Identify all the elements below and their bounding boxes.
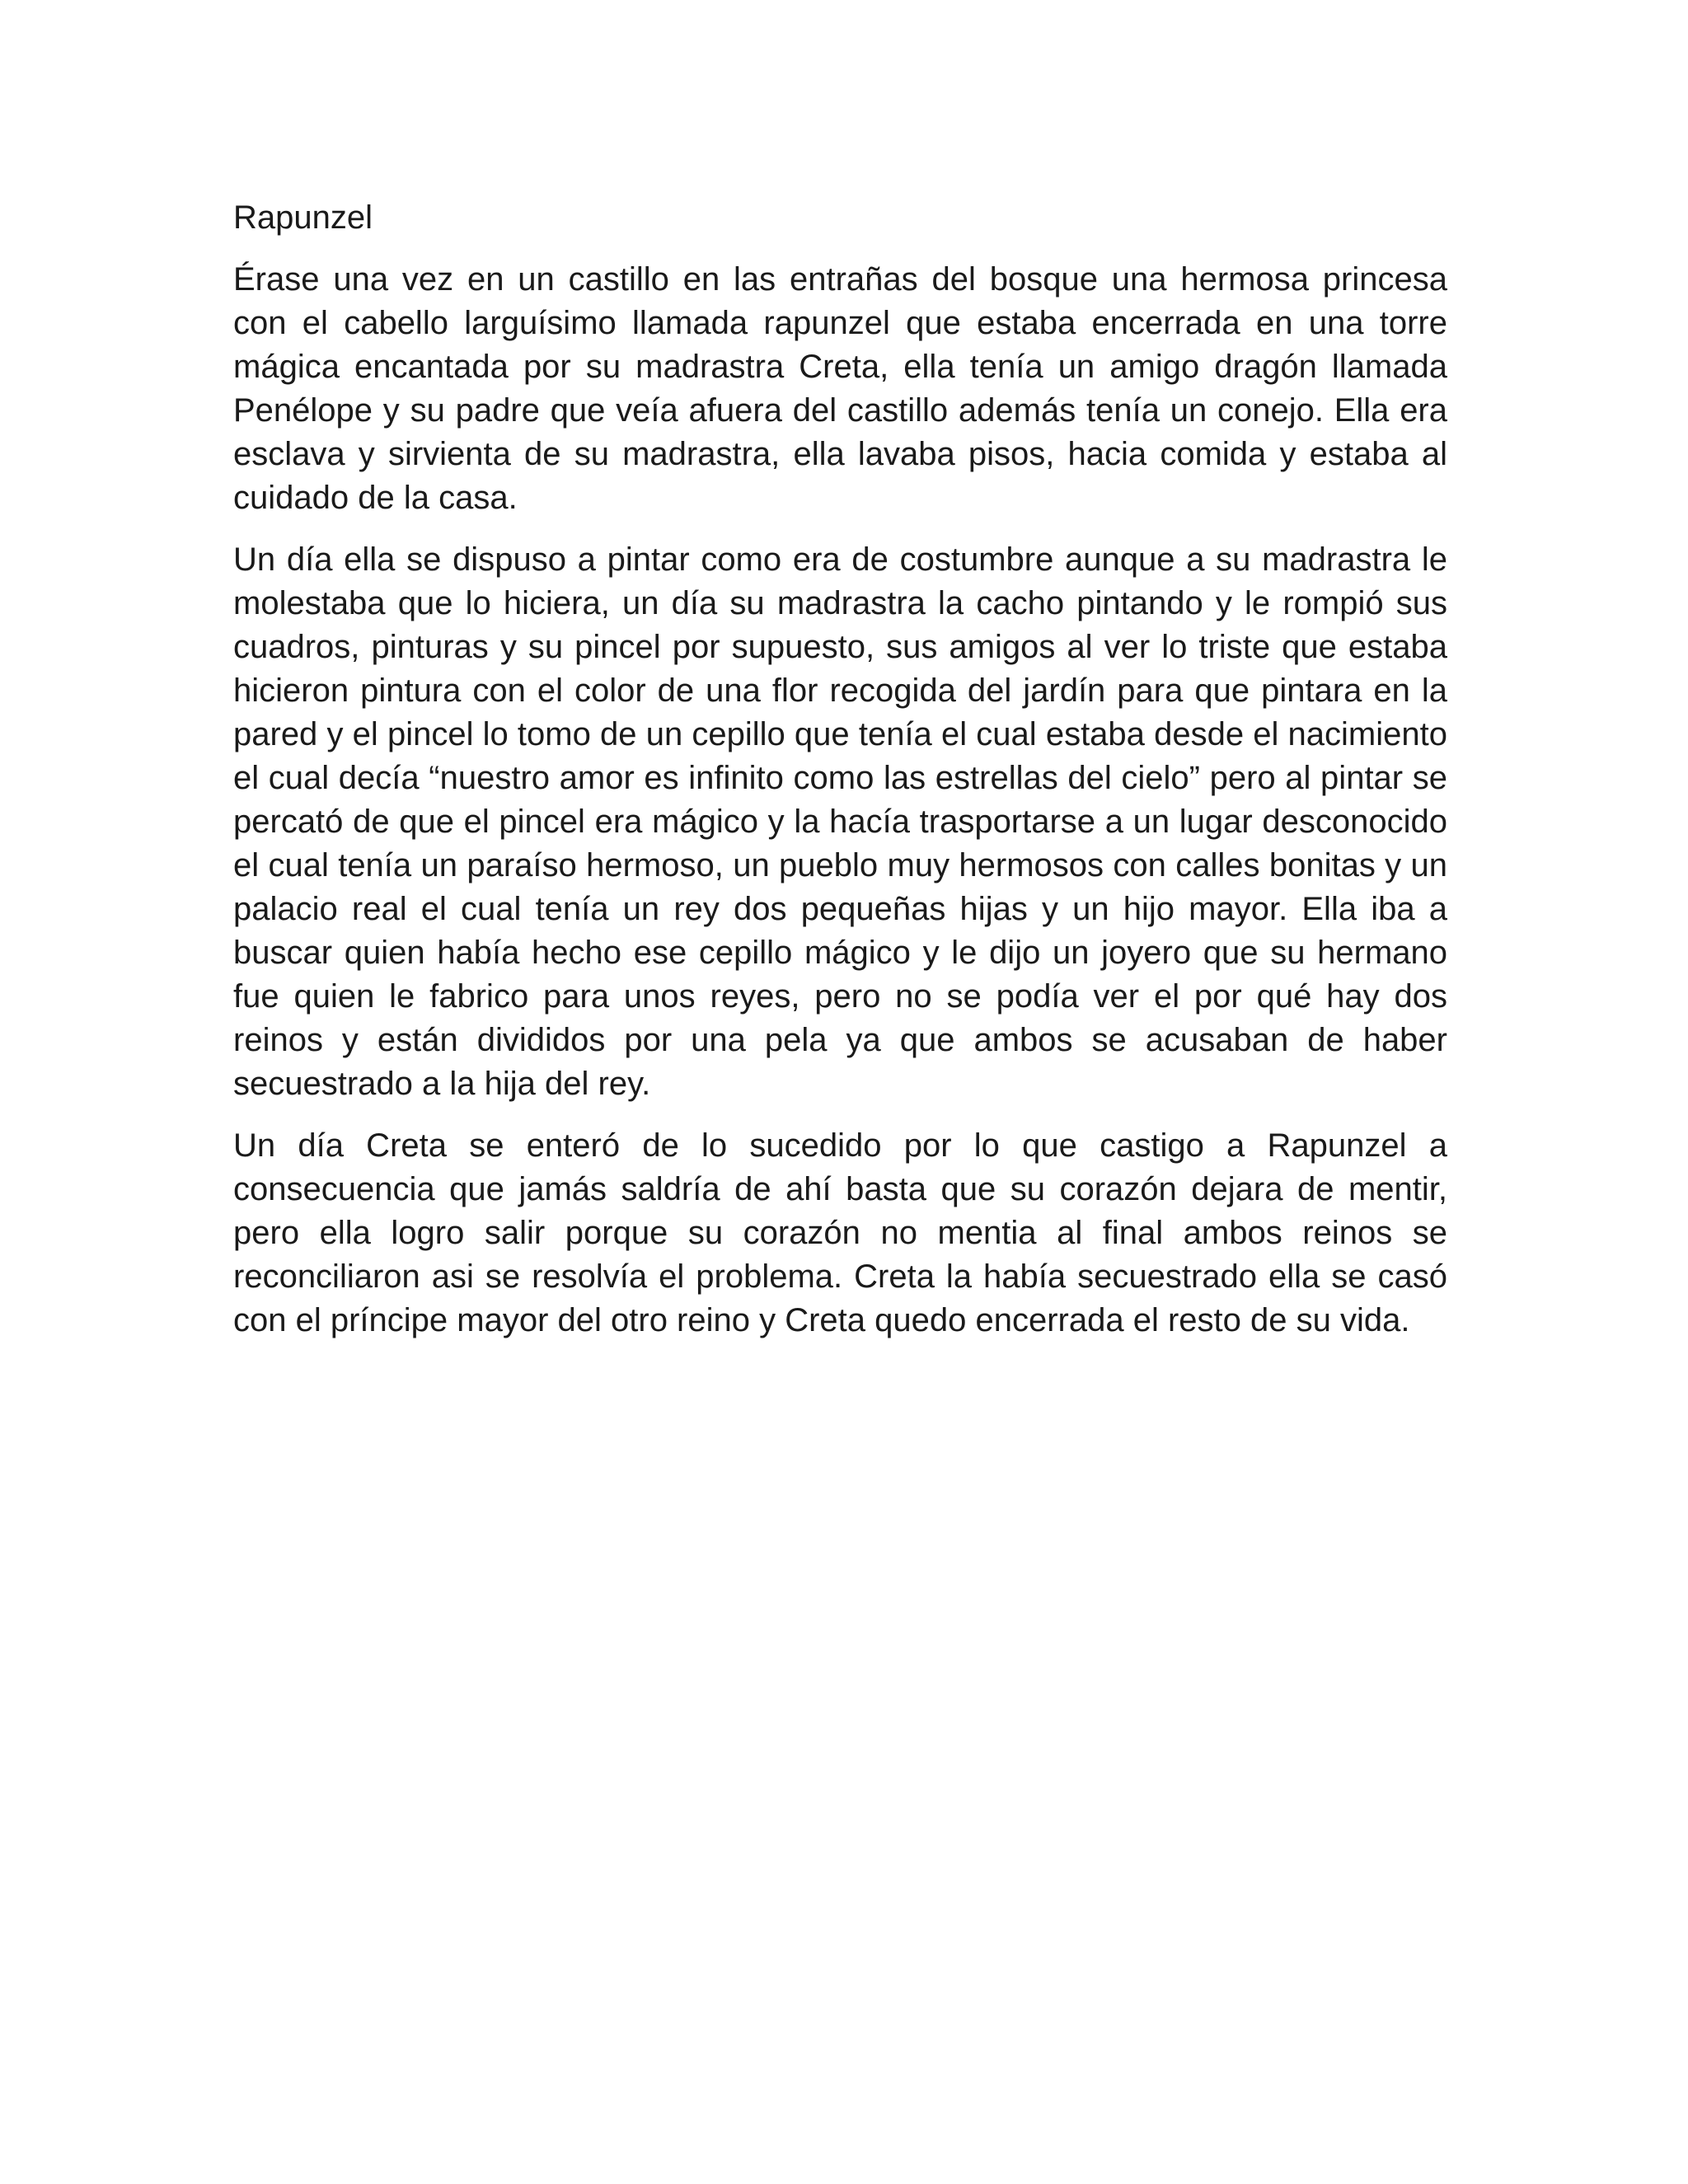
paragraph-2: Un día ella se dispuso a pintar como era de costumbre aunque a su madrastra le molestaba que lo hiciera, un día su madrastra la cacho pintando y le rompió sus cuadros, pinturas y su pincel por supuesto, sus amigos al ver lo triste que estaba hicieron pintura con el color de una flor recogida del jardín para que pintara en la pared y el pincel lo tomo de un cepillo que tenía el cual estaba desde el nacimiento el cual decía “nuestro amor es infinito como las estrellas del cielo” pero al pintar se percató de que el pincel era mágico y la hacía trasportarse a un lugar desconocido el cual tenía un paraíso hermoso, un pueblo muy hermosos con calles bonitas y un palacio real el cual tenía un rey dos pequeñas hijas y un hijo mayor. Ella iba a buscar quien había hecho ese cepillo mágico y le dijo un joyero que su hermano fue quien le fabrico para unos reyes, pero no se podía ver el por qué hay dos reinos y están divididos por una pela ya que ambos se acusaban de haber secuestrado a la hija del rey.	[233, 541, 1447, 1102]
paragraph-1: Érase una vez en un castillo en las entrañas del bosque una hermosa princesa con el cabello larguísimo llamada rapunzel que estaba encerrada en una torre mágica encantada por su madrastra Creta, ella tenía un amigo dragón llamada Penélope y su padre que veía afuera del castillo además tenía un conejo. Ella era esclava y sirvienta de su madrastra, ella lavaba pisos, hacia comida y estaba al cuidado de la casa.	[233, 261, 1447, 516]
paragraph-3: Un día Creta se enteró de lo sucedido por lo que castigo a Rapunzel a consecuencia que jamás saldría de ahí basta que su corazón dejara de mentir, pero ella logro salir porque su corazón no mentia al final ambos reinos se reconciliaron asi se resolvía el problema. Creta la había secuestrado ella se casó con el príncipe mayor del otro reino y Creta quedo encerrada el resto de su vida.	[233, 1127, 1447, 1338]
document-body	[233, 196, 1447, 1361]
document-title: Rapunzel	[233, 199, 373, 236]
